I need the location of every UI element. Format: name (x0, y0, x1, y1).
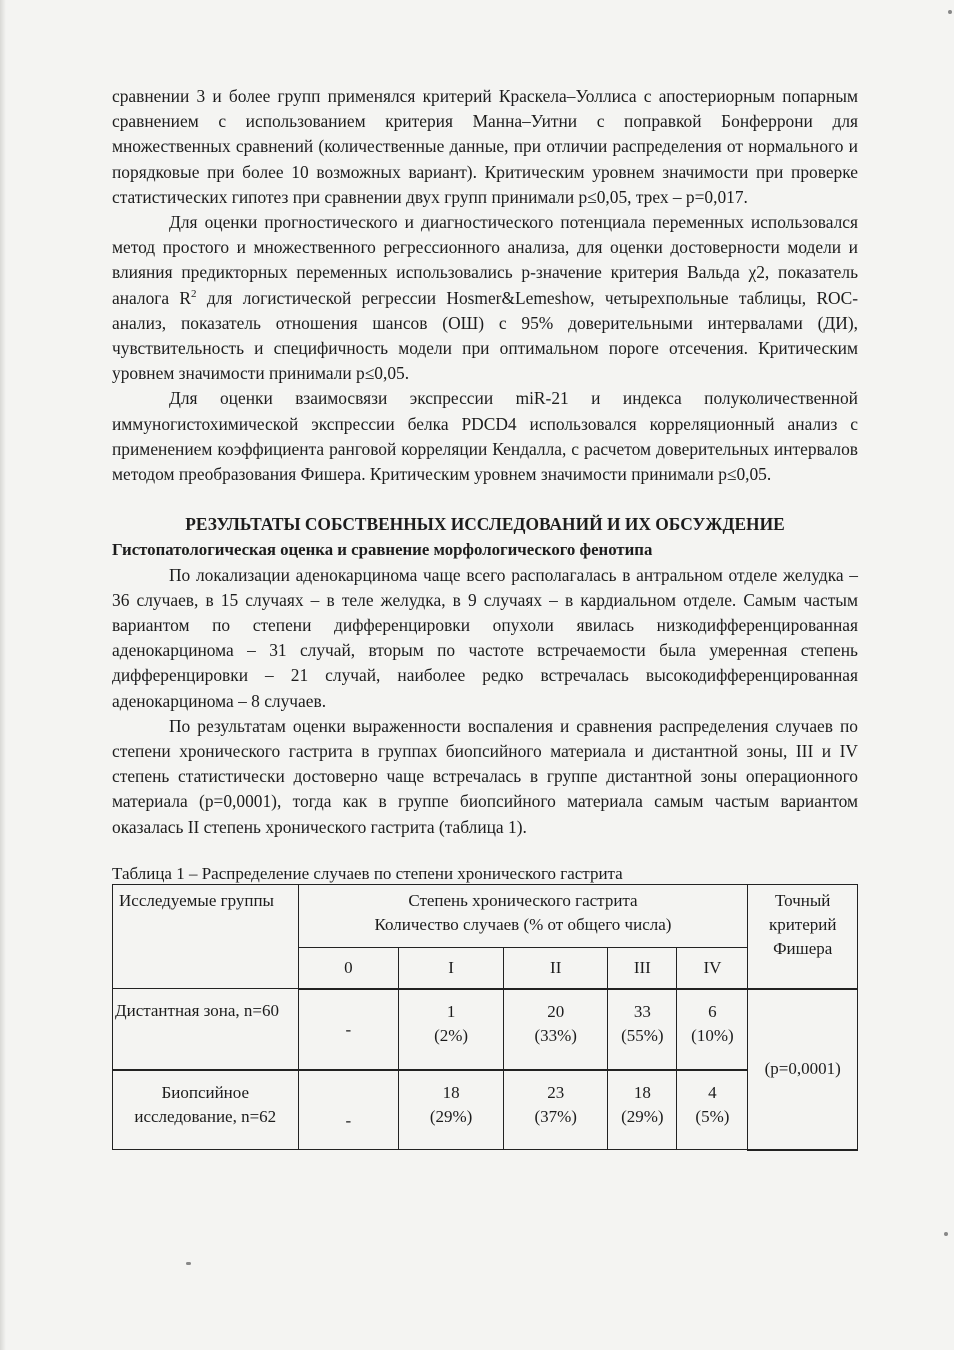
cell-value (677, 1070, 748, 1150)
cell-percent: (10%) (691, 1025, 734, 1045)
cell-percent: (29%) (621, 1107, 664, 1127)
table-header-row (113, 884, 858, 947)
subsection-title: Гистопатологическая оценка и сравнение морфологического фенотипа (112, 540, 653, 560)
cell-percent: (55%) (621, 1025, 664, 1045)
header-groups: Исследуемые группы (113, 884, 299, 989)
cell-count: 18 (442, 1083, 460, 1103)
cell-percent: (29%) (429, 1107, 473, 1127)
gastritis-table (112, 884, 858, 1151)
header-degree-line1: Степень хронического гастрита (408, 890, 638, 910)
table-row (113, 989, 858, 1071)
cell-value (608, 1070, 677, 1150)
cell-value (504, 989, 608, 1071)
table-caption: Таблица 1 – Распределение случаев по степени хронического гастрита (112, 863, 623, 883)
cell-value (399, 989, 504, 1071)
cell-count: 1 (446, 1001, 456, 1021)
cell-count: 33 (633, 1001, 651, 1021)
scan-edge-shadow (0, 0, 6, 1350)
cell-count: 20 (547, 1001, 565, 1021)
header-degree (298, 884, 748, 947)
paragraph-text: Для оценки прогностического и диагностического потенциала переменных использовался метод простого и множественного регрессионного анализа, для оценки достоверности модели и влияния предикторных переменных использовались p-значение критерия Вальда χ2, показатель аналога R (112, 212, 858, 308)
cell-percent: (33%) (534, 1025, 577, 1045)
cell-value (399, 1070, 504, 1150)
row-label-biopsy: Биопсийное исследование, n=62 (113, 1070, 299, 1150)
paragraph-correlation-analysis: Для оценки взаимосвязи экспрессии miR-21 и индекса полуколичественной иммуногистохимической экспрессии белка PDCD4 использовался корреляционный анализ с применением коэффициента ранговой корреляции Кендалла, с расчетом доверительных интервалов методом преобразования Фишера. Критическим уровнем значимости принимали p≤0,05. (112, 388, 858, 485)
cell-percent: (2%) (434, 1025, 469, 1045)
header-fisher: Точный критерий Фишера (748, 884, 858, 989)
cell-value: - (298, 989, 399, 1071)
cell-value (504, 1070, 608, 1150)
scan-speck (948, 10, 952, 14)
paragraph-inflammation: По результатам оценки выраженности воспаления и сравнения распределения случаев по степени хронического гастрита в группах биопсийного материала и дистантной зоны, III и IV степень статистически достоверно чаще встречалась в группе дистантной зоны операционного материала (p=0,0001), тогда как в группе биопсийного материала самым частым вариантом оказалась II степень хронического гастрита (таблица 1). (112, 715, 858, 837)
table-row (113, 1070, 858, 1150)
superscript: 2 (191, 287, 197, 300)
paragraph-statistics-methods: сравнении 3 и более групп применялся критерий Краскела–Уоллиса с апостериорным попарным сравнением с использованием критерия Манна–Уитни с поправкой Бонферрони для множественных сравнений (количественные данные, при отличии распределения от нормального и порядковые при более 10 возможных вариант). Критическим уровнем значимости при проверке статистических гипотез при сравнении двух групп принимали p≤0,05, трех – p=0,017. (112, 86, 858, 207)
cell-percent: (5%) (695, 1107, 730, 1127)
cell-count: 23 (547, 1083, 565, 1103)
cell-value (677, 989, 748, 1071)
cell-count: 6 (708, 1001, 717, 1021)
cell-count: 4 (708, 1083, 717, 1103)
header-degree-line2: Количество случаев (% от общего числа) (374, 914, 672, 934)
degree-0: 0 (298, 947, 399, 989)
degree-2: II (504, 947, 608, 989)
document-page (112, 84, 858, 1151)
row-label-distant: Дистантная зона, n=60 (113, 989, 299, 1071)
cell-percent: (37%) (534, 1107, 577, 1127)
scan-speck (186, 1262, 191, 1265)
cell-value (608, 989, 677, 1071)
degree-4: IV (677, 947, 748, 989)
cell-value: - (298, 1070, 399, 1150)
scan-speck (944, 1232, 948, 1236)
fisher-value: (p=0,0001) (748, 989, 858, 1150)
spacer (112, 487, 858, 512)
degree-1: I (399, 947, 504, 989)
paragraph-localization: По локализации аденокарцинома чаще всего располагалась в антральном отделе желудка – 36 случаев, в 15 случаях – в теле желудка, в 9 случаях – в кардиальном отделе. Самым частым вариантом по степени дифференцировки опухоли явилась низкодифференцированная аденокарцинома – 31 случай, вторым по частоте встречаемости была умеренная степень дифференцировки – 21 случай, наиболее редко встречалась высокодифференцированная аденокарцинома – 8 случаев. (112, 564, 858, 711)
cell-count: 18 (633, 1083, 651, 1103)
paragraph-text: для логистической регрессии Hosmer&Lemeshow, четырехпольные таблицы, ROC-анализ, показатель отношения шансов (ОШ) с 95% доверительными интервалами (ДИ), чувствительность и специфичность модели при оптимальном пороге отсечения. Критическим уровнем значимости принимали p≤0,05. (112, 287, 858, 384)
section-title: РЕЗУЛЬТАТЫ СОБСТВЕННЫХ ИССЛЕДОВАНИЙ И ИХ ОБСУЖДЕНИЕ (185, 514, 785, 535)
paragraph-regression-analysis (112, 210, 858, 386)
degree-3: III (608, 947, 677, 989)
